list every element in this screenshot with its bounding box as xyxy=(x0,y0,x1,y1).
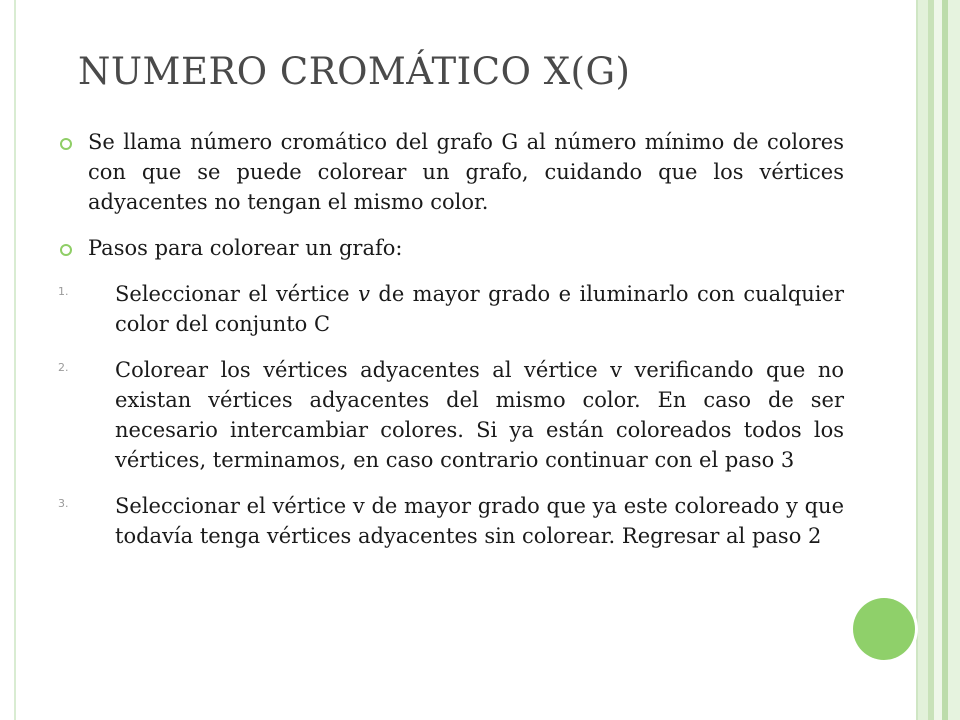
step-number: 1. xyxy=(58,285,69,298)
circle-outline-icon xyxy=(60,244,72,256)
step-text-part: Seleccionar el vértice xyxy=(115,282,359,306)
step-text xyxy=(115,279,844,339)
bullet-text: Pasos para colorear un grafo: xyxy=(88,236,403,260)
numbered-step xyxy=(58,279,844,339)
slide-title: NUMERO CROMÁTICO X(G) xyxy=(78,50,631,93)
step-text-part: de mayor grado e iluminarlo con cualquier color del conjunto C xyxy=(115,282,844,336)
numbered-step xyxy=(58,355,844,475)
decorative-stripe xyxy=(948,0,960,720)
circle-outline-icon xyxy=(60,138,72,150)
step-number: 3. xyxy=(58,497,69,510)
slide-body xyxy=(58,127,844,567)
step-text-italic: v xyxy=(358,282,370,306)
step-text: Colorear los vértices adyacentes al vértice v verificando que no existan vértices adyacentes del mismo color. En caso de ser necesario intercambiar colores. Si ya están coloreados todos los vértices, terminamos, en caso contrario continuar con el paso 3 xyxy=(115,358,844,472)
bullet-text: Se llama número cromático del grafo G al número mínimo de colores con que se puede colorear un grafo, cuidando que los vértices adyacentes no tengan el mismo color. xyxy=(88,130,844,214)
step-number: 2. xyxy=(58,361,69,374)
decorative-stripe xyxy=(918,0,928,720)
step-text: Seleccionar el vértice v de mayor grado que ya este coloreado y que todavía tenga vértices adyacentes sin colorear. Regresar al paso 2 xyxy=(115,494,844,548)
decorative-stripe xyxy=(934,0,942,720)
green-circle-icon xyxy=(853,598,915,660)
numbered-step xyxy=(58,491,844,551)
bullet-item xyxy=(58,127,844,217)
bullet-item xyxy=(58,233,844,263)
